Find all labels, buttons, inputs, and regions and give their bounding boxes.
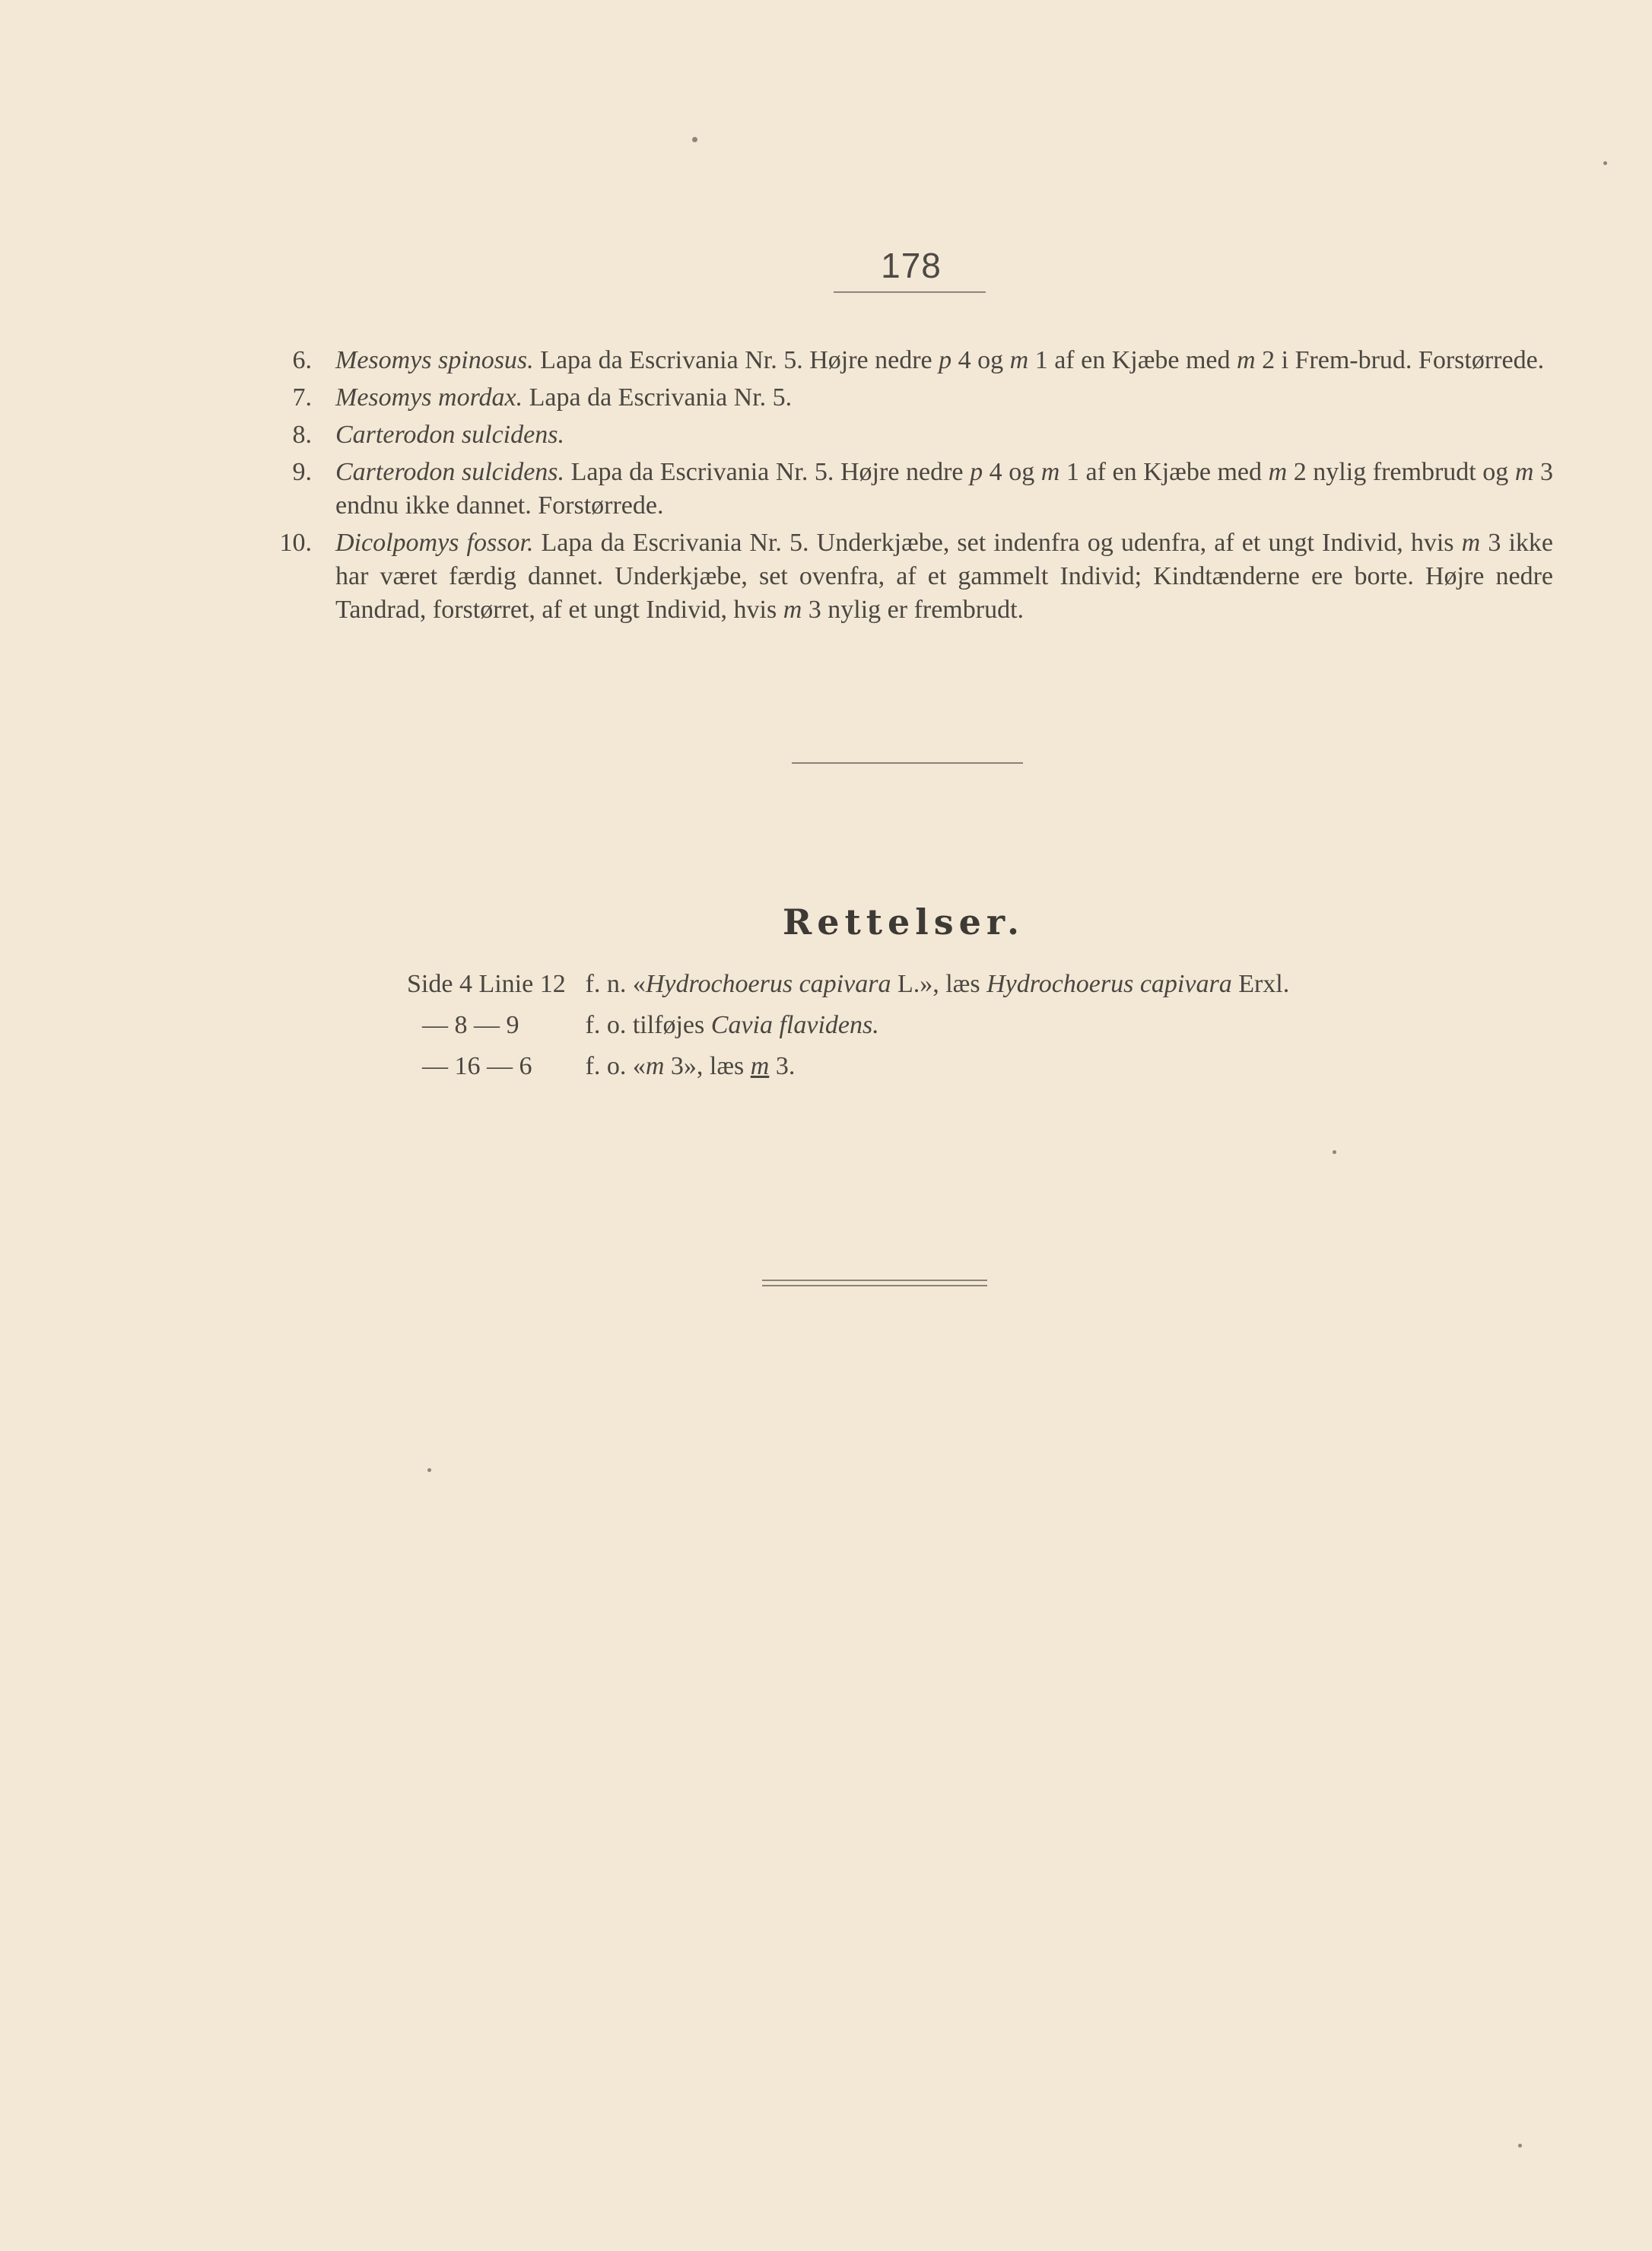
caption-7 — [280, 381, 1553, 415]
caption-number: 6. — [292, 346, 312, 374]
tooth-letter: m — [1040, 458, 1060, 486]
page-number-rule — [834, 291, 986, 293]
correction-location: Side 4 Linie 12 — [407, 970, 566, 998]
correction-location: — 8 — 9 — [422, 1011, 519, 1039]
caption-number: 9. — [292, 458, 312, 486]
page-number: 178 — [881, 246, 942, 285]
caption-text: Lapa da Escrivania Nr. 5. Højre nedre — [533, 346, 939, 374]
caption-10 — [280, 526, 1553, 627]
paper-speck — [427, 1468, 431, 1472]
section-divider — [792, 762, 1023, 764]
caption-text: 1 af en Kjæbe med — [1060, 458, 1269, 486]
correction-italic: m — [750, 1052, 770, 1080]
correction-row — [407, 966, 1289, 1003]
correction-italic: Cavia flavidens. — [710, 1011, 879, 1039]
tooth-letter: m — [1237, 346, 1256, 374]
correction-text: Erxl. — [1231, 970, 1290, 998]
tooth-letter: p — [970, 458, 983, 486]
caption-text: 2 i Frem-brud. Forstørrede. — [1255, 346, 1545, 374]
correction-text: f. n. « — [579, 970, 646, 998]
caption-species: Dicolpomys fossor. — [335, 529, 534, 557]
tooth-letter: m — [783, 596, 802, 624]
caption-species: Carterodon sulcidens. — [335, 421, 564, 449]
correction-text: L.», læs — [891, 970, 987, 998]
correction-text: 3», læs — [664, 1052, 751, 1080]
tooth-letter: p — [939, 346, 952, 374]
correction-text: 3. — [769, 1052, 796, 1080]
tooth-letter: m — [1009, 346, 1029, 374]
end-rule-top — [762, 1280, 987, 1281]
caption-text: 4 og — [951, 346, 1010, 374]
caption-text: 3 endnu ikke dannet. Forstørrede. — [335, 458, 1554, 520]
caption-number: 7. — [292, 383, 312, 412]
caption-text: Lapa da Escrivania Nr. 5. Underkjæbe, set indenfra og udenfra, af et ungt Individ, hvis — [533, 529, 1462, 557]
caption-species: Mesomys spinosus. — [335, 346, 534, 374]
correction-text: f. o. tilføjes — [579, 1011, 711, 1039]
caption-8 — [280, 418, 1553, 452]
figure-captions — [280, 344, 1553, 631]
caption-6 — [280, 344, 1553, 377]
correction-row — [407, 1048, 1289, 1085]
tooth-letter: m — [1461, 529, 1481, 557]
caption-text: 4 og — [983, 458, 1041, 486]
tooth-letter: m — [1514, 458, 1534, 486]
paper-speck — [692, 137, 697, 142]
tooth-letter: m — [1268, 458, 1288, 486]
caption-species: Mesomys mordax. — [335, 383, 523, 412]
correction-italic: Hydrochoerus capivara — [986, 970, 1232, 998]
correction-row — [407, 1007, 1289, 1044]
caption-text: 1 af en Kjæbe med — [1028, 346, 1237, 374]
caption-species: Carterodon sulcidens. — [335, 458, 565, 486]
caption-number: 8. — [292, 421, 312, 449]
caption-text: 3 nylig er frembrudt. — [802, 596, 1025, 624]
corrections-title: Rettelser. — [783, 901, 1025, 943]
correction-italic: m — [645, 1052, 665, 1080]
correction-text: f. o. « — [579, 1052, 646, 1080]
correction-location: — 16 — 6 — [422, 1052, 532, 1080]
caption-9 — [280, 456, 1553, 523]
caption-text: 2 nylig frembrudt og — [1287, 458, 1515, 486]
paper-speck — [1333, 1150, 1336, 1154]
caption-text: Lapa da Escrivania Nr. 5. — [523, 383, 793, 412]
caption-text: 3 ikke har været færdig dannet. Underkjæbe, set ovenfra, af et gammelt Individ; Kindtænderne ere borte. Højre nedre Tandrad, forstørret, af et ungt Individ, hvis — [335, 529, 1553, 624]
caption-number: 10. — [279, 529, 312, 557]
caption-text: Lapa da Escrivania Nr. 5. Højre nedre — [564, 458, 971, 486]
paper-speck — [1603, 161, 1607, 165]
corrections-list — [407, 966, 1289, 1089]
paper-speck — [1518, 2144, 1522, 2148]
correction-italic: Hydrochoerus capivara — [645, 970, 891, 998]
end-rule-bottom — [762, 1285, 987, 1286]
